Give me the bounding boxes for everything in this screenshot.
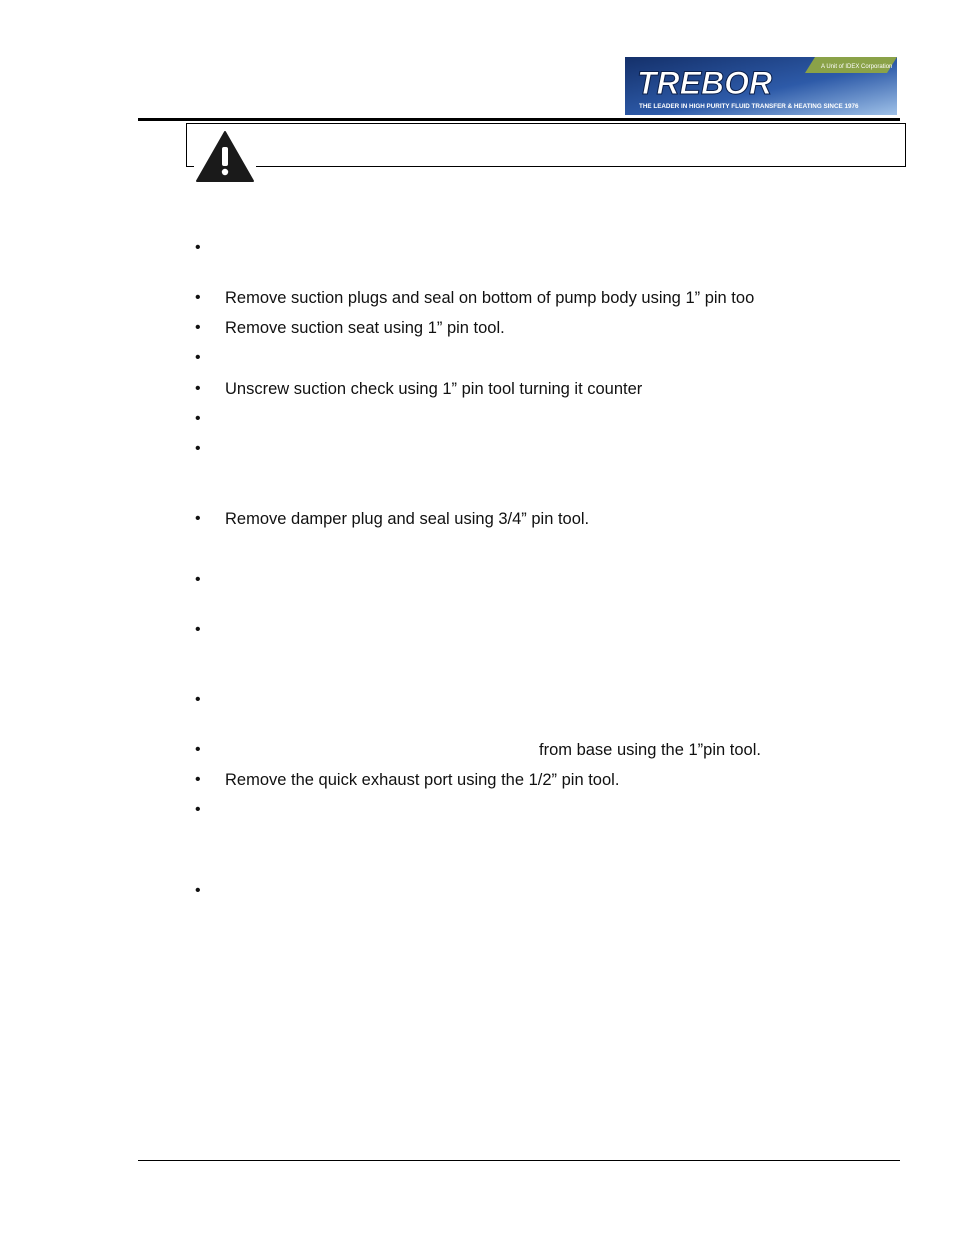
list-item (195, 881, 895, 901)
header-rule (138, 118, 900, 121)
bullet-icon: • (195, 440, 201, 457)
logo-tagline: THE LEADER IN HIGH PURITY FLUID TRANSFER & HEATING SINCE 1976 (639, 103, 859, 110)
list-item-text: Remove suction plugs and seal on bottom of pump body using 1” pin too (225, 289, 755, 307)
logo-corner-note: A Unit of IDEX Corporation (821, 64, 893, 70)
list-item-text: Remove damper plug and seal using 3/4” pin tool. (225, 510, 590, 528)
list-item-text: Remove suction seat using 1” pin tool. (225, 319, 505, 337)
logo-brand: TREBOR (637, 65, 773, 101)
bullet-icon: • (195, 621, 201, 638)
list-item (195, 439, 895, 459)
list-item (195, 288, 895, 308)
list-item (195, 238, 895, 258)
list-item (195, 690, 895, 710)
bullet-icon: • (195, 882, 201, 899)
bullet-icon: • (195, 571, 201, 588)
trebor-logo (625, 57, 897, 115)
logo-graphic (625, 57, 897, 115)
bullet-icon: • (195, 741, 201, 758)
list-item (195, 509, 895, 529)
list-item (195, 570, 895, 590)
list-item-text: Remove the quick exhaust port using the 1/2” pin tool. (225, 771, 620, 789)
list-item (195, 770, 895, 790)
list-item-text: from base using the 1”pin tool. (539, 741, 761, 759)
bullet-icon: • (195, 319, 201, 336)
list-item (195, 800, 895, 820)
list-item (195, 348, 895, 368)
bullet-icon: • (195, 349, 201, 366)
list-item (195, 740, 895, 760)
footer-rule (138, 1160, 900, 1161)
bullet-icon: • (195, 410, 201, 427)
bullet-icon: • (195, 380, 201, 397)
list-item (195, 620, 895, 640)
list-item-text: Unscrew suction check using 1” pin tool turning it counter (225, 380, 643, 398)
bullet-icon: • (195, 771, 201, 788)
bullet-icon: • (195, 289, 201, 306)
bullet-icon: • (195, 801, 201, 818)
bullet-icon: • (195, 691, 201, 708)
list-item (195, 318, 895, 338)
list-item (195, 409, 895, 429)
bullet-icon: • (195, 239, 201, 256)
list-item (195, 379, 895, 399)
warning-triangle-icon (194, 128, 256, 184)
warning-box (186, 123, 906, 167)
bullet-icon: • (195, 510, 201, 527)
